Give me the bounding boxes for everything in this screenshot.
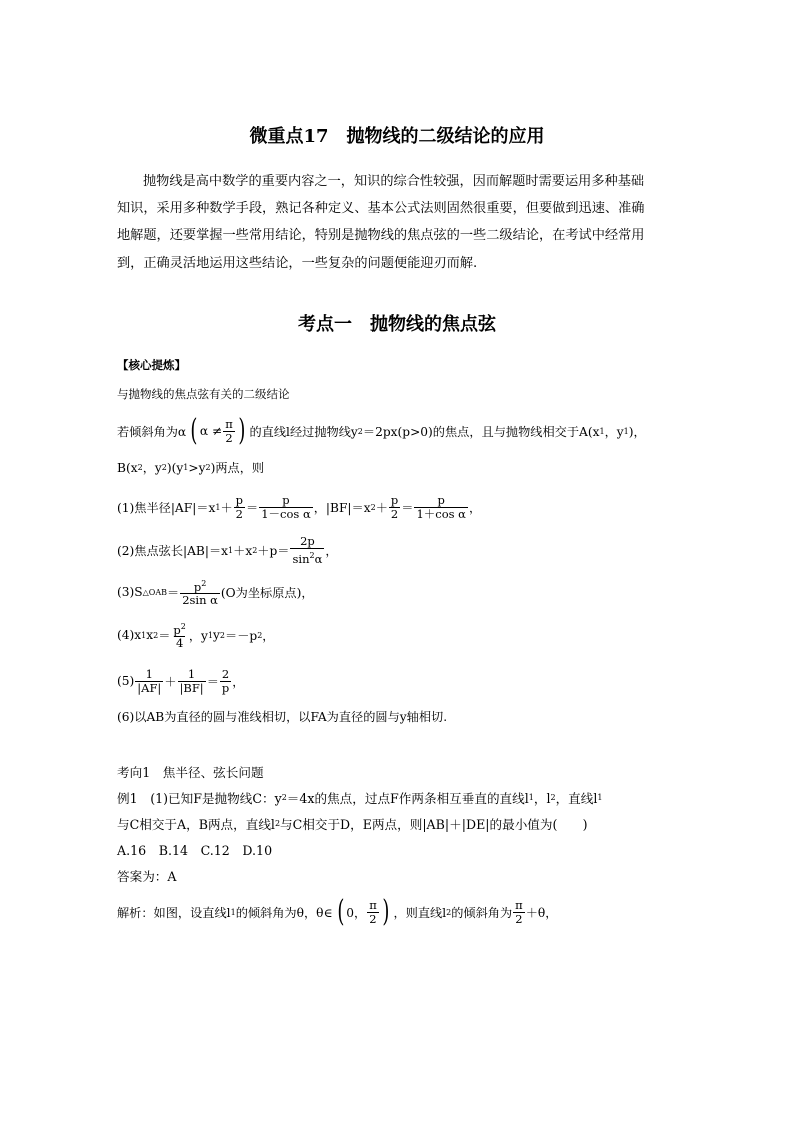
example-line-1: 例1 (1)已知F是抛物线C：y 2 ＝4x的焦点，过点F作两条相互垂直的直线l 1 ，l 2 ，直线l 1 bbox=[117, 791, 603, 806]
theta-interval: ( 0， $\frac{\pi}{2}$ ) bbox=[336, 894, 390, 929]
core-heading: 【核心提炼】 bbox=[117, 358, 186, 372]
premise-line-1: 若倾斜角为α ( α ≠ $\frac{\pi}{2}$ ) 的直线l经过抛物线y 2 ＝2px(p>0)的焦点，且与抛物线相交于A(x 1 ，y 1 )， bbox=[117, 413, 646, 448]
conclusion-3: (3)S △OAB ＝ $\frac{p^2}{\text{2sin α}}$ (O为坐标原点)， bbox=[117, 578, 314, 608]
premise-line-2: B(x 2 ，y 2 )(y 1 >y 2 )两点，则 bbox=[117, 460, 265, 475]
conclusion-5: (5) $\frac{1}{|AF|}$ ＋ $\frac{1}{|BF|}$ ＝ $\frac{2}{p}$ ， bbox=[117, 666, 245, 695]
intro-line-1: 抛物线是高中数学的重要内容之一，知识的综合性较强，因而解题时需要运用多种基础 bbox=[143, 174, 645, 189]
intro-line-3: 地解题，还要掌握一些常用结论，特别是抛物线的焦点弦的一些二级结论，在考试中经常用 bbox=[117, 228, 645, 244]
conclusion-1: (1)焦半径|AF|＝x 1 ＋ $\frac{p}{2}$ ＝ $\frac{p}{\text{1－cos α}}$ ，|BF|＝x 2 ＋ $\frac{p}{2}$ ＝ $\frac{p}{\text{1＋cos α}}$ ， bbox=[117, 492, 482, 521]
intro-line-4: 到，正确灵活地运用这些结论，一些复杂的问题便能迎刃而解. bbox=[117, 255, 478, 271]
example-line-2: 与C相交于A，B两点，直线l 2 与C相交于D，E两点，则|AB|＋|DE|的最小值为( ) bbox=[117, 817, 588, 832]
angle-condition: ( α ≠ $\frac{\pi}{2}$ ) bbox=[190, 413, 246, 448]
main-title: 微重点17 抛物线的二级结论的应用 bbox=[249, 126, 545, 147]
solution-line: 解析：如图，设直线l 1 的倾斜角为θ，θ∈ ( 0， $\frac{\pi}{2}$ ) ，则直线l 2 的倾斜角为 $\frac{\pi}{2}$ ＋θ， bbox=[117, 894, 558, 929]
conclusion-2: (2)焦点弦长|AB|＝x 1 ＋x 2 ＋p＝ $\frac{2p}{\sin^2\alpha}$ ， bbox=[117, 533, 338, 566]
answer-options: A.16 B.14 C.12 D.10 bbox=[117, 843, 273, 858]
intro-line-2: 知识，采用多种数学手段，熟记各种定义、基本公式法则固然很重要，但要做到迅速、准确 bbox=[117, 201, 645, 217]
conclusion-6: (6)以AB为直径的圆与准线相切，以FA为直径的圆与y轴相切. bbox=[117, 710, 448, 724]
conclusion-4: (4)x 1 x 2 ＝ $\frac{p^2}{4}$ ，y 1 y 2 ＝－p 2 ， bbox=[117, 621, 275, 651]
core-subheading: 与抛物线的焦点弦有关的二级结论 bbox=[117, 387, 290, 401]
answer: 答案为：A bbox=[117, 869, 177, 884]
section-title: 考点一 抛物线的焦点弦 bbox=[298, 314, 496, 335]
intro-paragraph bbox=[117, 168, 683, 277]
direction-heading: 考向1 焦半径、弦长问题 bbox=[117, 765, 264, 780]
